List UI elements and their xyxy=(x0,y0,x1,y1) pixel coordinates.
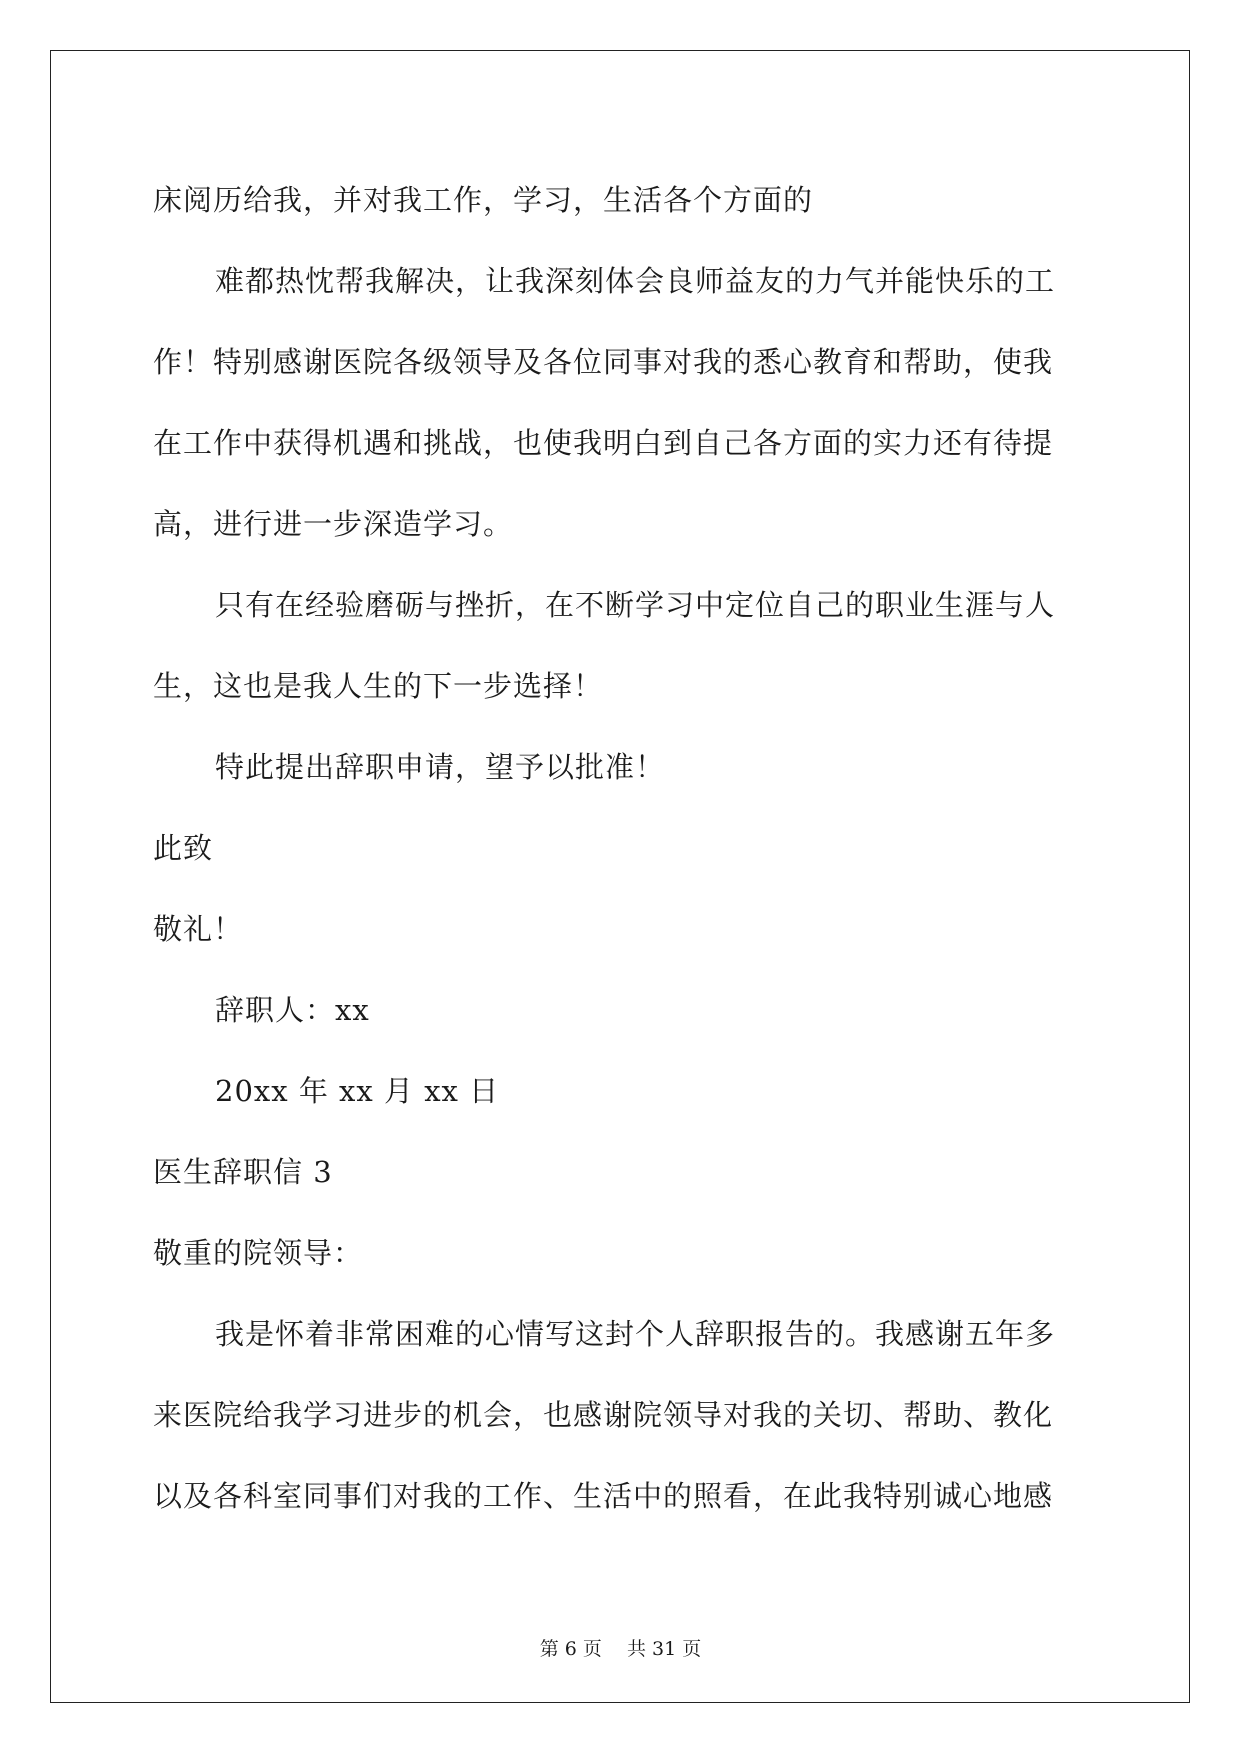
letter-greeting: 敬重的院领导： xyxy=(153,1236,364,1270)
signature-date: 20xx 年 xx 月 xx 日 xyxy=(215,1074,500,1108)
text-line: 生，这也是我人生的下一步选择！ xyxy=(153,669,604,703)
text-line: 我是怀着非常困难的心情写这封个人辞职报告的。我感谢五年多 xyxy=(215,1317,1056,1351)
text-line: 在工作中获得机遇和挑战，也使我明白到自己各方面的实力还有待提 xyxy=(153,426,1054,460)
text-line: 只有在经验磨砺与挫折，在不断学习中定位自己的职业生涯与人 xyxy=(215,588,1056,622)
closing-salutation: 此致 xyxy=(153,831,214,865)
closing-regards: 敬礼！ xyxy=(153,912,244,946)
section-heading: 医生辞职信 3 xyxy=(153,1155,333,1189)
text-line: 特此提出辞职申请，望予以批准！ xyxy=(215,750,666,784)
signature-name: 辞职人：xx xyxy=(215,993,370,1027)
text-line: 以及各科室同事们对我的工作、生活中的照看，在此我特别诚心地感 xyxy=(153,1479,1054,1513)
document-body xyxy=(153,160,1088,1537)
text-line: 来医院给我学习进步的机会，也感谢院领导对我的关切、帮助、教化 xyxy=(153,1398,1054,1432)
page-number-label: 第 6 页 共 31 页 xyxy=(539,1638,702,1660)
text-line: 高，进行进一步深造学习。 xyxy=(153,507,514,541)
text-line: 难都热忱帮我解决，让我深刻体会良师益友的力气并能快乐的工 xyxy=(215,264,1056,298)
text-line: 作！特别感谢医院各级领导及各位同事对我的悉心教育和帮助，使我 xyxy=(153,345,1054,379)
text-line: 床阅历给我，并对我工作，学习，生活各个方面的 xyxy=(153,183,814,217)
page-footer xyxy=(0,1634,1241,1661)
